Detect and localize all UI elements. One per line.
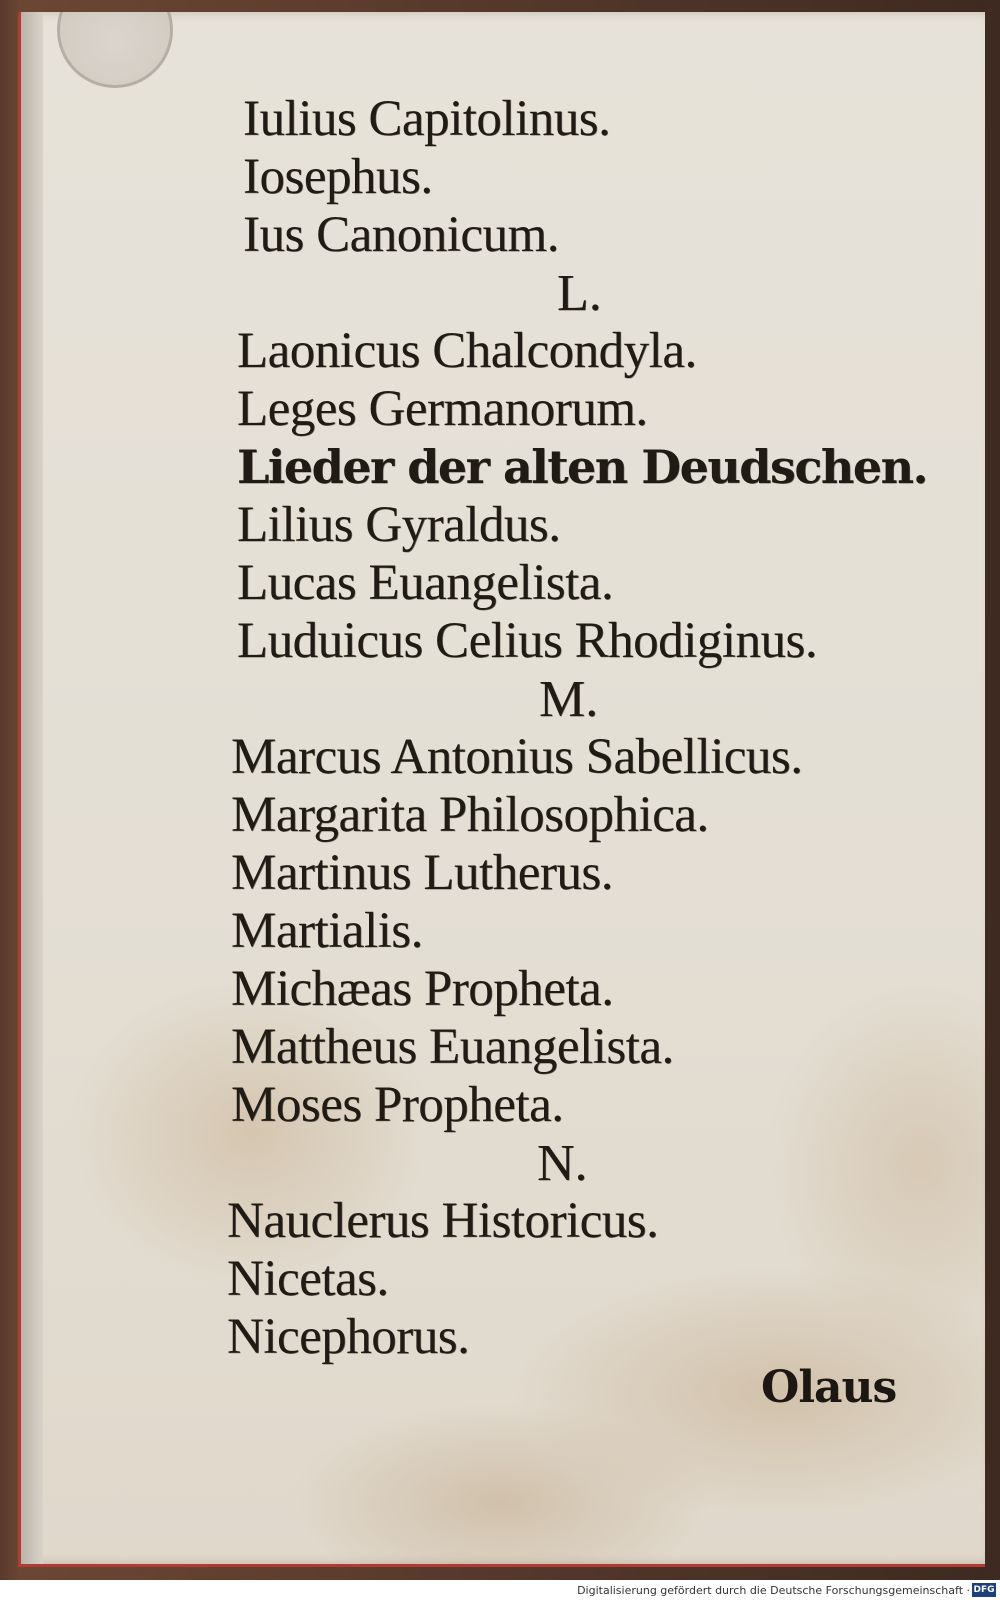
index-entry: Iosephus. bbox=[243, 149, 433, 205]
section-letter-heading: N. bbox=[537, 1135, 588, 1192]
index-entry: Ius Canonicum. bbox=[243, 207, 559, 263]
index-entry: Laonicus Chalcondyla. bbox=[237, 323, 697, 379]
section-letter-heading: M. bbox=[539, 671, 599, 728]
index-entries bbox=[21, 12, 985, 1564]
index-entry: Iulius Capitolinus. bbox=[243, 91, 611, 147]
index-entry: Lucas Euangelista. bbox=[237, 555, 614, 611]
book-page bbox=[18, 12, 985, 1567]
catchword: Olaus bbox=[761, 1362, 897, 1413]
dfg-logo: DFG bbox=[973, 1585, 995, 1595]
section-letter-heading: L. bbox=[557, 265, 602, 322]
index-entry: Mattheus Euangelista. bbox=[231, 1019, 674, 1075]
index-entry-blackletter: Lieder der alten Deudschen. bbox=[237, 440, 928, 494]
index-entry: Margarita Philosophica. bbox=[231, 787, 709, 843]
index-entry: Nicetas. bbox=[227, 1251, 389, 1307]
index-entry: Martinus Lutherus. bbox=[231, 845, 613, 901]
index-entry: Michæas Propheta. bbox=[231, 961, 614, 1017]
index-entry: Nicephorus. bbox=[227, 1309, 470, 1365]
index-entry: Martialis. bbox=[231, 903, 423, 959]
index-entry: Nauclerus Historicus. bbox=[227, 1193, 659, 1249]
index-entry: Marcus Antonius Sabellicus. bbox=[231, 729, 803, 785]
index-entry: Leges Germanorum. bbox=[237, 381, 648, 437]
index-entry: Lilius Gyraldus. bbox=[237, 497, 561, 553]
index-entry: Luduicus Celius Rhodiginus. bbox=[237, 613, 818, 669]
funding-credit: Digitalisierung gefördert durch die Deutsche Forschungsgemeinschaft · bbox=[577, 1584, 970, 1597]
index-entry: Moses Propheta. bbox=[231, 1077, 564, 1133]
